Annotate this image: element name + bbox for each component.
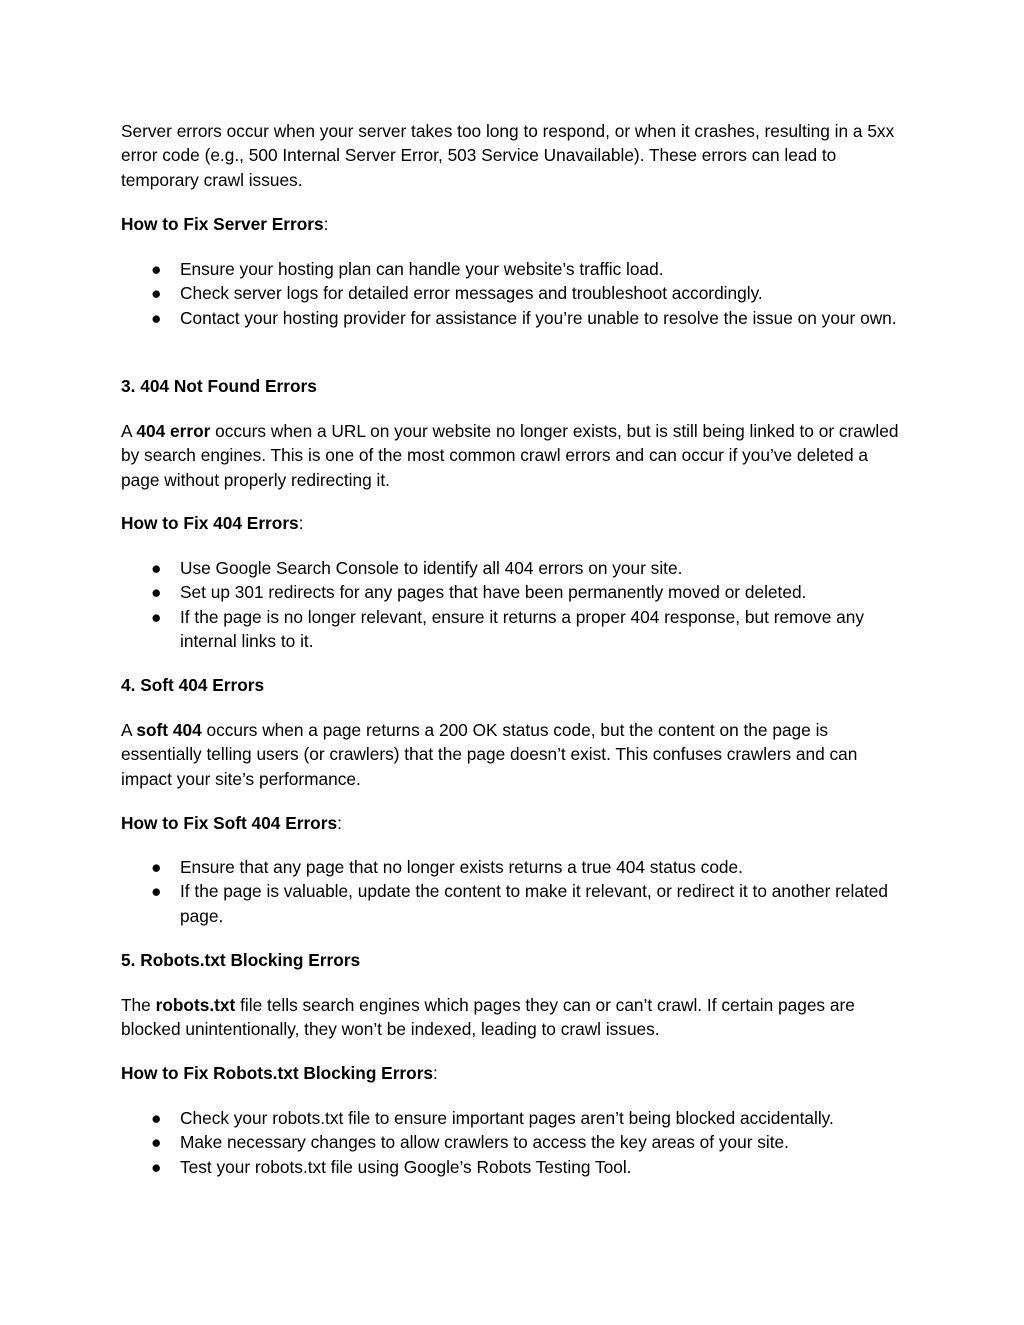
list-item-text: Make necessary changes to allow crawlers to access the key areas of your site. bbox=[180, 1132, 789, 1153]
section-robots-post: file tells search engines which pages they can or can’t crawl. If certain pages are blocked unintentionally, they won’t be indexed, leading to crawl issues. bbox=[121, 995, 855, 1040]
list-item bbox=[121, 556, 911, 580]
list-item bbox=[121, 580, 911, 604]
bullet-icon: ● bbox=[151, 283, 162, 304]
section-soft404-pre: A bbox=[121, 720, 137, 740]
list-item-text: Ensure your hosting plan can handle your website’s traffic load. bbox=[180, 259, 664, 279]
section-robots-term: robots.txt bbox=[155, 995, 236, 1015]
list-item-text: Ensure that any page that no longer exists returns a true 404 status code. bbox=[180, 857, 743, 877]
bullet-icon: ● bbox=[151, 857, 162, 877]
list-item-text: Test your robots.txt file using Google’s Robots Testing Tool. bbox=[180, 1156, 632, 1177]
bullet-icon: ● bbox=[151, 558, 162, 578]
server-fix-heading bbox=[121, 212, 911, 236]
list-item bbox=[121, 1106, 911, 1130]
section-soft404-paragraph bbox=[121, 718, 911, 791]
list-item-text: Contact your hosting provider for assistance if you’re unable to resolve the issue on your own. bbox=[180, 307, 897, 328]
list-item bbox=[121, 306, 911, 330]
list-item bbox=[121, 1130, 911, 1154]
list-item-text: Use Google Search Console to identify all 404 errors on your site. bbox=[180, 558, 683, 578]
section-404-fix-list bbox=[121, 556, 911, 654]
section-robots-title: 5. Robots.txt Blocking Errors bbox=[121, 950, 361, 970]
section-404-fix-heading-text: How to Fix 404 Errors bbox=[121, 513, 299, 533]
list-item-text: Check your robots.txt file to ensure important pages aren’t being blocked accidentally. bbox=[180, 1108, 834, 1128]
section-404-title: 3. 404 Not Found Errors bbox=[121, 376, 317, 396]
section-robots-paragraph bbox=[121, 993, 911, 1042]
bullet-icon: ● bbox=[151, 307, 162, 328]
bullet-icon: ● bbox=[151, 1132, 162, 1153]
section-soft404-fix-heading bbox=[121, 811, 911, 835]
server-fix-heading-colon: : bbox=[323, 214, 329, 234]
section-404-fix-heading bbox=[121, 511, 911, 535]
section-soft404-fix-list bbox=[121, 855, 911, 928]
bullet-icon: ● bbox=[151, 606, 162, 627]
bullet-icon: ● bbox=[151, 259, 162, 279]
section-soft404-fix-heading-text: How to Fix Soft 404 Errors bbox=[121, 813, 338, 833]
bullet-icon: ● bbox=[151, 1108, 162, 1128]
section-robots-fix-heading-colon: : bbox=[433, 1063, 438, 1083]
list-item bbox=[121, 281, 911, 305]
list-item-text: If the page is valuable, update the content to make it relevant, or redirect it to another related page. bbox=[180, 881, 888, 926]
section-404-fix-heading-colon: : bbox=[298, 513, 304, 533]
section-robots-fix-heading-text: How to Fix Robots.txt Blocking Errors bbox=[121, 1063, 434, 1083]
bullet-icon: ● bbox=[151, 582, 162, 603]
list-item bbox=[121, 879, 911, 928]
section-404-pre: A bbox=[121, 421, 137, 441]
section-404-post: occurs when a URL on your website no longer exists, but is still being linked to or crawled by search engines. This is one of the most common crawl errors and can occur if you’ve deleted a page without properly redirecting it. bbox=[121, 421, 899, 490]
bullet-icon: ● bbox=[151, 1156, 162, 1177]
section-robots-fix-list bbox=[121, 1106, 911, 1179]
server-fix-list bbox=[121, 257, 911, 330]
list-item bbox=[121, 257, 911, 281]
list-item bbox=[121, 1155, 911, 1179]
list-item-text: Check server logs for detailed error messages and troubleshoot accordingly. bbox=[180, 283, 763, 304]
intro-paragraph: Server errors occur when your server takes too long to respond, or when it crashes, resulting in a 5xx error code (e.g., 500 Internal Server Error, 503 Service Unavailable). These errors can lead to temporary crawl issues. bbox=[121, 121, 895, 190]
list-item-text: If the page is no longer relevant, ensure it returns a proper 404 response, but remove any internal links to it. bbox=[180, 606, 864, 652]
section-404-paragraph bbox=[121, 419, 911, 492]
list-item bbox=[121, 855, 911, 879]
list-item bbox=[121, 605, 911, 654]
section-soft404-term: soft 404 bbox=[136, 720, 202, 740]
section-robots-pre: The bbox=[121, 995, 156, 1015]
section-soft404-title: 4. Soft 404 Errors bbox=[121, 675, 265, 695]
section-404-term: 404 error bbox=[136, 421, 211, 441]
server-fix-heading-text: How to Fix Server Errors bbox=[121, 214, 324, 234]
section-soft404-fix-heading-colon: : bbox=[337, 813, 342, 833]
list-item-text: Set up 301 redirects for any pages that have been permanently moved or deleted. bbox=[180, 582, 807, 603]
section-robots-fix-heading bbox=[121, 1061, 911, 1085]
bullet-icon: ● bbox=[151, 881, 162, 902]
section-soft404-post: occurs when a page returns a 200 OK status code, but the content on the page is essentially telling users (or crawlers) that the page doesn’t exist. This confuses crawlers and can impact your site’s performance. bbox=[121, 720, 858, 789]
